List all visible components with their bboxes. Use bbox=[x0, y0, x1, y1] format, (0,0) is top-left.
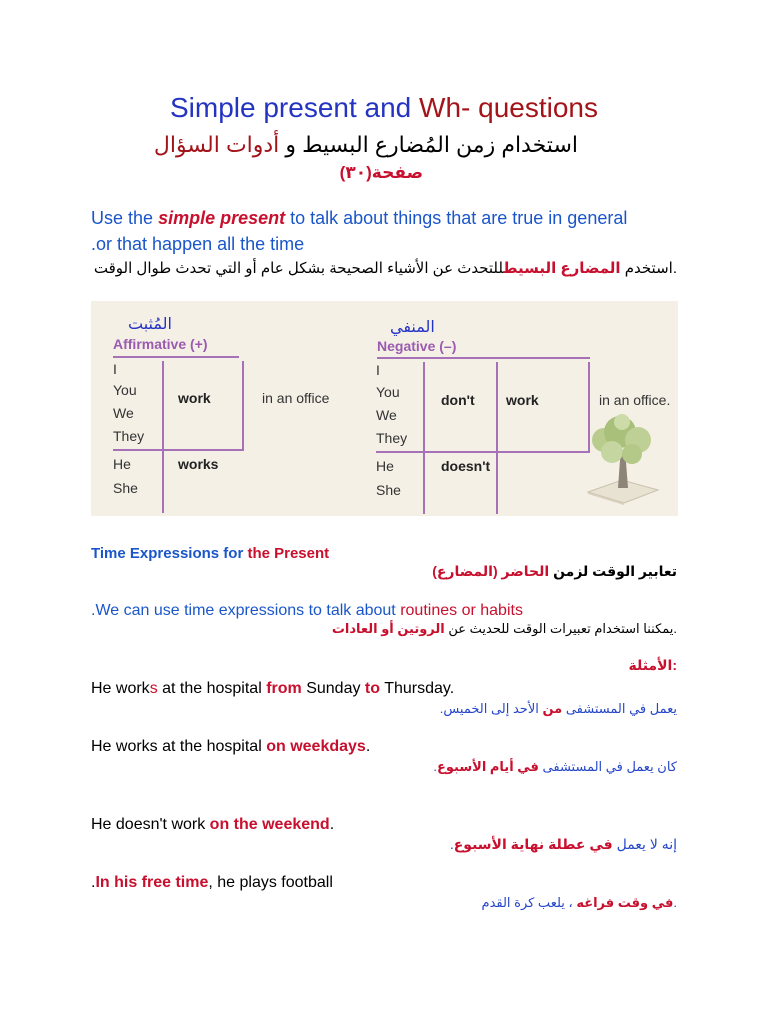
arabic-page-number: صفحة(٣٠) bbox=[339, 163, 423, 182]
negative-arabic-label: المنفي bbox=[390, 319, 435, 336]
arabic-title: استخدام زمن المُضارع البسيط و أدوات السؤال bbox=[153, 132, 578, 157]
example-2: He works at the hospital on weekdays. bbox=[91, 738, 371, 755]
pronoun: We bbox=[113, 405, 134, 421]
pronoun: He bbox=[376, 458, 394, 474]
affirmative-heading: Affirmative (+) bbox=[113, 336, 208, 352]
affirmative-row-line bbox=[113, 449, 244, 451]
example-2-arabic: كان يعمل في المستشفى في أيام الأسبوع. bbox=[433, 759, 677, 774]
pronoun: She bbox=[376, 482, 401, 498]
we-can-use-arabic: .يمكننا استخدام تعبيرات الوقت للحديث عن الروتين أو العادات bbox=[331, 621, 677, 636]
example-1-arabic: يعمل في المستشفى من الأحد إلى الخميس. bbox=[439, 701, 677, 716]
object-text: in an office. bbox=[599, 392, 671, 408]
pronoun: They bbox=[376, 430, 408, 446]
negative-header-line bbox=[377, 357, 590, 359]
pronoun: You bbox=[113, 382, 137, 398]
example-3: He doesn't work on the weekend. bbox=[91, 816, 335, 833]
affirmative-arabic-label: المُثبت bbox=[128, 316, 172, 333]
negative-heading: Negative (–) bbox=[377, 338, 457, 354]
example-4-arabic: .في وقت فراغه ، يلعب كرة القدم bbox=[481, 895, 677, 910]
negative-divider-1 bbox=[423, 362, 425, 514]
we-can-use-text: .We can use time expressions to talk about routines or habits bbox=[91, 602, 523, 619]
negative-divider-2 bbox=[496, 362, 498, 514]
verb-work: work bbox=[178, 390, 211, 406]
pronoun: I bbox=[376, 362, 380, 378]
intro-line-1: Use the simple present to talk about things that are true in general bbox=[91, 208, 628, 228]
intro-arabic: .استخدم المضارع البسيطللتحدث عن الأشياء الصحيحة بشكل عام أو التي تحدث طوال الوقت bbox=[93, 260, 677, 277]
aux-doesnt: doesn't bbox=[441, 458, 491, 474]
negative-row-line bbox=[376, 451, 590, 453]
tree-on-book-icon bbox=[582, 410, 662, 505]
verb-works: works bbox=[178, 456, 219, 472]
example-3-arabic: إنه لا يعمل في عطلة نهاية الأسبوع. bbox=[449, 836, 677, 852]
affirmative-header-line bbox=[113, 356, 239, 358]
time-expressions-heading: Time Expressions for the Present bbox=[91, 545, 330, 562]
affirmative-divider-2 bbox=[242, 361, 244, 450]
pronoun: You bbox=[376, 384, 400, 400]
example-1: He works at the hospital from Sunday to Thursday. bbox=[91, 680, 455, 697]
pronoun: We bbox=[376, 407, 397, 423]
examples-label: :الأمثلة bbox=[628, 657, 677, 673]
affirmative-divider-1 bbox=[162, 361, 164, 513]
time-expressions-arabic: تعابير الوقت لزمن الحاضر (المضارع) bbox=[432, 563, 677, 579]
object-text: in an office bbox=[262, 390, 330, 406]
verb-work: work bbox=[506, 392, 539, 408]
pronoun: He bbox=[113, 456, 131, 472]
aux-dont: don't bbox=[441, 392, 475, 408]
pronoun: They bbox=[113, 428, 145, 444]
intro-line-2: .or that happen all the time bbox=[91, 234, 305, 254]
pronoun: I bbox=[113, 361, 117, 377]
example-4: .In his free time, he plays football bbox=[91, 874, 333, 891]
pronoun: She bbox=[113, 480, 138, 496]
page-title: Simple present and Wh- questions bbox=[169, 92, 598, 123]
